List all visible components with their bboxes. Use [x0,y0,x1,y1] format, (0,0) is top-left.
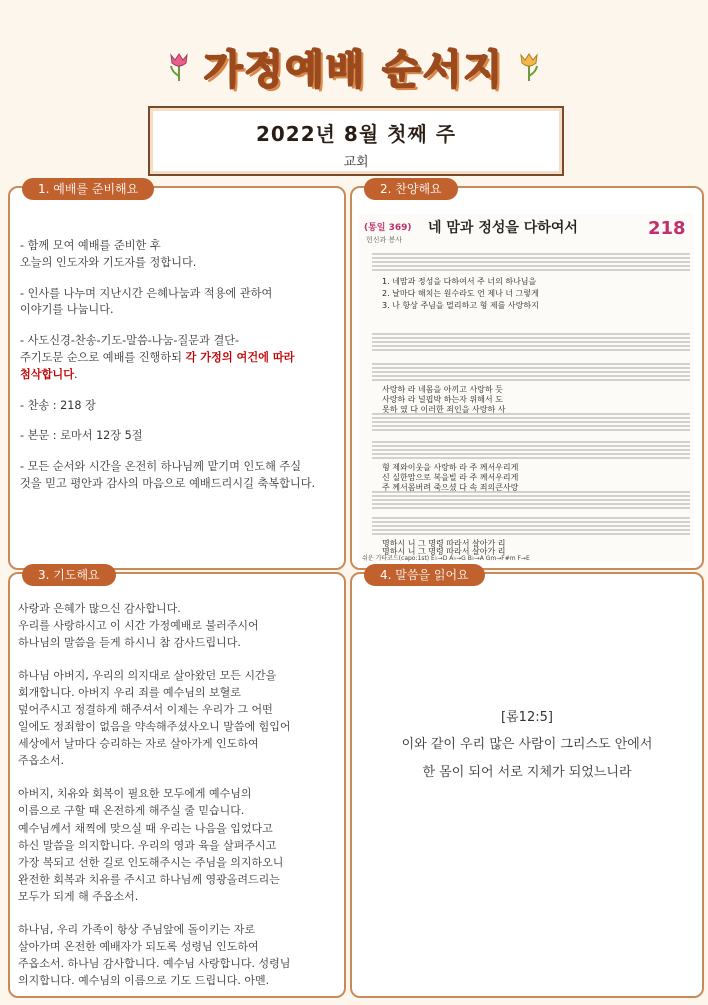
instruction-item: - 인사를 나누며 지난시간 은혜나눔과 적용에 관하여 이야기를 나눕니다. [20,286,273,317]
scripture-item: - 본문 : 로마서 12장 5절 [20,429,143,443]
verse-reference: [롬12:5] [501,710,553,725]
svg-text:1. 네맘과 정성을 다하여서 주 너의 하나님을: 1. 네맘과 정성을 다하여서 주 너의 하나님을 [382,277,537,286]
hymn-number: 218 [648,218,686,239]
svg-text:사랑하 라 네몸을 아끼고 사랑하 듯: 사랑하 라 네몸을 아끼고 사랑하 듯 [382,385,503,394]
verse-line: 이와 같이 우리 많은 사람이 그리스도 안에서 [401,737,653,753]
svg-text:3. 나 항상 주님을 멀리하고 형 제를 사랑하지: 3. 나 항상 주님을 멀리하고 형 제를 사랑하지 [382,301,539,310]
prayer-text [18,600,340,1005]
prayer-paragraph: 아버지, 치유와 회복이 필요한 모두에게 예수님의 이름으로 구할 때 온전하게 해주실 줄 믿습니다. 예수님께서 채찍에 맞으실 때 우리는 나음을 입었다고 하신 말씀을 의지합니다. 우리의 영과 육을 살펴주시고 가장 복되고 선한 길로 인도해주시는 주님을 의지하오니 완전한 회복과 치유를 주시고 하나님께 영광올려드리는 모두가 되게 해 주옵소서. [18,787,284,903]
hymn-sheet [358,214,694,562]
section-prayer [8,568,346,998]
instruction-item: - 모든 순서와 시간을 온전히 하나님께 맡기며 인도해 주실 것을 믿고 평안과 감사의 마음으로 예배드리시길 축복합니다. [20,460,316,490]
verse-line: 한 몸이 되어 서로 지체가 되었느니라 [422,764,632,780]
page-title: 가정예배 순서지 [203,47,505,93]
hymn-title: 네 맘과 정성을 다하여서 [428,220,578,236]
staff-4 [372,518,690,534]
hymn-number-item: - 찬송 : 218 장 [20,398,96,412]
svg-text:사랑하 라 널핍박 하는자 위해서 도: 사랑하 라 널핍박 하는자 위해서 도 [382,395,503,404]
section-title: 4. 말씀을 읽어요 [364,564,485,586]
page-title-area [0,38,708,95]
section-title: 1. 예배를 준비해요 [22,178,154,200]
svg-text:신 실한맘으로 복을빌 라 주 께서우리게: 신 실한맘으로 복을빌 라 주 께서우리게 [382,473,519,482]
svg-text:형 제와이웃을 사랑하 라 주 께서우리게: 형 제와이웃을 사랑하 라 주 께서우리게 [382,463,519,472]
lyrics [382,276,539,556]
prayer-paragraph: 사랑과 은혜가 많으신 감사합니다. 우리를 사랑하시고 이 시간 가정예배로 불러주시어 하나님의 말씀을 듣게 하시니 참 감사드립니다. [18,602,259,650]
section-title: 3. 기도해요 [22,564,116,586]
hymn-score [358,214,694,562]
prayer-paragraph: 하나님, 우리 가족이 항상 주님앞에 돌이키는 자로 살아가며 온전한 예배자가 되도록 성령님 인도하여 주옵소서. 하나님 감사합니다. 예수님 사랑합니다. 성령님 의지합니다. 예수님의 이름으로 기도 드립니다. 아멘. [18,922,291,987]
section-praise [350,182,704,570]
subtitle-box [148,106,564,176]
prayer-paragraph: 하나님 아버지, 우리의 의지대로 살아왔던 모든 시간을 회개합니다. 아버지 우리 죄를 예수님의 보혈로 덮어주시고 정결하게 해주셔서 이제는 우리가 그 어떤 일에도 정죄함이 없음을 약속해주셨사오니 말씀에 힘입어 세상에서 날마다 승리하는 자로 살아가게 인도하여 주옵소서. [18,669,291,768]
scripture-verse [352,704,702,786]
section-prepare [8,182,346,570]
instruction-item: - 함께 모여 예배를 준비한 후 오늘의 인도자와 기도자를 정합니다. [20,239,197,269]
hymn-old-number: (통일 369) [364,223,412,233]
hymn-footer: 쉬운 기타코드(capo:1st) E♭→D A♭→G B♭→A Gm→F#m F→E [362,555,530,562]
service-date: 2022년 8월 첫째 주 [255,122,457,146]
svg-text:못하 였 다 이러한 죄인을 사랑하 사: 못하 였 다 이러한 죄인을 사랑하 사 [382,405,506,414]
svg-text:명하시 니 그 명령 따라서 살아가 리: 명하시 니 그 명령 따라서 살아가 리 [382,539,506,548]
tulip-icon [167,52,191,82]
section-word [350,568,704,998]
church-name: 교회 [343,155,369,170]
section-body [20,238,340,507]
instruction-item: - 사도신경-찬송-기도-말씀-나눔-질문과 결단- 주기도문 순으로 예배를 진행하되 각 가정의 여건에 따라 첨삭합니다. [20,334,295,381]
svg-text:2. 날마다 해치는 원수라도 언 제나 너 그렇게: 2. 날마다 해치는 원수라도 언 제나 너 그렇게 [382,289,539,298]
svg-text:명하시 니 그 명령 따라서 살아가 리: 명하시 니 그 명령 따라서 살아가 리 [382,547,506,556]
tulip-icon [517,52,541,82]
svg-text:주 께서몸버려 죽으셨 다 속 죄의큰사랑: 주 께서몸버려 죽으셨 다 속 죄의큰사랑 [382,483,519,492]
hymn-category: 헌신과 봉사 [366,236,403,244]
section-title: 2. 찬양해요 [364,178,458,200]
